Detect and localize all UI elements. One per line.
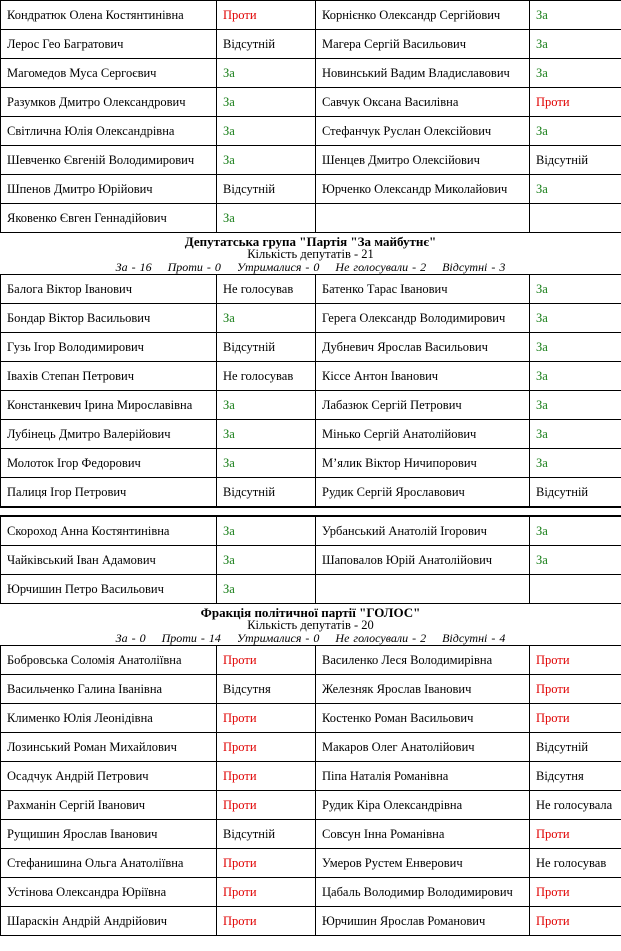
deputy-name-cell: Юрчишин Ярослав Романович (316, 907, 530, 936)
deputy-name-cell: Стефанишина Ольга Анатоліївна (1, 849, 217, 878)
vote-cell: За (217, 59, 316, 88)
table-row (1, 575, 621, 604)
table-row (1, 59, 621, 88)
table-row (1, 449, 621, 478)
vote-cell: За (217, 391, 316, 420)
vote-cell: Проти (217, 849, 316, 878)
deputy-name-cell: Савчук Оксана Василівна (316, 88, 530, 117)
deputy-name-cell: Кіссе Антон Іванович (316, 362, 530, 391)
vote-cell: Проти (217, 704, 316, 733)
vote-cell: За (530, 30, 621, 59)
deputy-name-cell: Світлична Юлія Олександрівна (1, 117, 217, 146)
vote-cell: Проти (530, 820, 621, 849)
votes-table-holos (0, 645, 621, 936)
table-row (1, 204, 621, 233)
deputy-name-cell: Лубінець Дмитро Валерійович (1, 420, 217, 449)
deputy-name-cell (316, 575, 530, 604)
table-row (1, 30, 621, 59)
vote-cell: За (530, 59, 621, 88)
vote-cell: Проти (530, 675, 621, 704)
deputy-name-cell: Бобровська Соломія Анатоліївна (1, 646, 217, 675)
vote-cell: Відсутній (530, 478, 621, 507)
section-title: Фракція політичної партії "ГОЛОС" (200, 605, 421, 620)
vote-cell: Не голосував (217, 275, 316, 304)
table-row (1, 275, 621, 304)
vote-cell: За (530, 391, 621, 420)
section-header-maibutne (0, 233, 621, 274)
vote-cell: За (217, 204, 316, 233)
table-row (1, 1, 621, 30)
table-row (1, 646, 621, 675)
table-row (1, 333, 621, 362)
deputy-name-cell: Герега Олександр Володимирович (316, 304, 530, 333)
vote-cell: Не голосував (217, 362, 316, 391)
vote-cell (530, 204, 621, 233)
deputy-name-cell: Батенко Тарас Іванович (316, 275, 530, 304)
deputy-name-cell: Мінько Сергій Анатолійович (316, 420, 530, 449)
vote-cell: Проти (530, 878, 621, 907)
table-body (1, 1, 621, 233)
vote-cell: Проти (530, 646, 621, 675)
vote-cell: За (217, 517, 316, 546)
table-row (1, 849, 621, 878)
deputy-name-cell: Корнієнко Олександр Сергійович (316, 1, 530, 30)
deputy-name-cell: Піпа Наталія Романівна (316, 762, 530, 791)
section-header-holos (0, 604, 621, 645)
vote-cell: Відсутній (217, 333, 316, 362)
vote-cell: Відсутній (217, 175, 316, 204)
deputy-name-cell: Костенко Роман Васильович (316, 704, 530, 733)
deputy-name-cell: Рущишин Ярослав Іванович (1, 820, 217, 849)
deputy-name-cell: Магера Сергій Васильович (316, 30, 530, 59)
vote-cell: Відсутня (217, 675, 316, 704)
deputy-name-cell: Совсун Інна Романівна (316, 820, 530, 849)
deputy-name-cell: Макаров Олег Анатолійович (316, 733, 530, 762)
deputy-name-cell: Шараскін Андрій Андрійович (1, 907, 217, 936)
deputy-name-cell: Дубневич Ярослав Васильович (316, 333, 530, 362)
table-row (1, 878, 621, 907)
deputy-name-cell: Івахів Степан Петрович (1, 362, 217, 391)
table-row (1, 762, 621, 791)
vote-cell: За (530, 517, 621, 546)
vote-cell: За (530, 117, 621, 146)
vote-cell: Відсутній (217, 30, 316, 59)
vote-cell: Проти (217, 907, 316, 936)
deputy-name-cell: Кондратюк Олена Костянтинівна (1, 1, 217, 30)
table-body (1, 517, 621, 604)
deputy-name-cell: Клименко Юлія Леонідівна (1, 704, 217, 733)
deputy-name-cell: Лозинський Роман Михайлович (1, 733, 217, 762)
table-row (1, 391, 621, 420)
deputy-name-cell: Шпенов Дмитро Юрійович (1, 175, 217, 204)
vote-cell: За (530, 1, 621, 30)
deputy-name-cell: Констанкевич Ірина Мирославівна (1, 391, 217, 420)
vote-cell: За (530, 449, 621, 478)
vote-cell (530, 575, 621, 604)
deputy-name-cell: Осадчук Андрій Петрович (1, 762, 217, 791)
deputy-name-cell: Молоток Ігор Федорович (1, 449, 217, 478)
deputy-name-cell: Гузь Ігор Володимирович (1, 333, 217, 362)
section-title: Депутатська група "Партія "За майбутнє" (184, 234, 437, 249)
deputy-name-cell: Разумков Дмитро Олександрович (1, 88, 217, 117)
vote-cell: Проти (217, 878, 316, 907)
vote-cell: Проти (530, 907, 621, 936)
deputy-name-cell: Скороход Анна Костянтинівна (1, 517, 217, 546)
deputy-name-cell (316, 204, 530, 233)
vote-cell: За (530, 275, 621, 304)
vote-cell: Проти (217, 791, 316, 820)
vote-cell: Проти (217, 1, 316, 30)
vote-cell: Відсутній (530, 733, 621, 762)
vote-cell: За (530, 175, 621, 204)
vote-cell: За (530, 420, 621, 449)
vote-cell: Проти (530, 704, 621, 733)
deputy-name-cell: Рудик Кіра Олександрівна (316, 791, 530, 820)
votes-table-maibutne-continued (0, 516, 621, 604)
vote-cell: За (217, 146, 316, 175)
deputy-name-cell: Юрчишин Петро Васильович (1, 575, 217, 604)
table-row (1, 907, 621, 936)
table-row (1, 117, 621, 146)
vote-cell: За (217, 117, 316, 146)
deputy-name-cell: Железняк Ярослав Іванович (316, 675, 530, 704)
deputy-name-cell: Васильченко Галина Іванівна (1, 675, 217, 704)
deputy-name-cell: Балога Віктор Іванович (1, 275, 217, 304)
vote-cell: Не голосувала (530, 791, 621, 820)
votes-table-maibutne (0, 274, 621, 507)
table-row (1, 146, 621, 175)
vote-cell: Проти (217, 646, 316, 675)
deputy-name-cell: Новинський Вадим Владиславович (316, 59, 530, 88)
vote-cell: За (530, 546, 621, 575)
deputy-name-cell: Яковенко Євген Геннадійович (1, 204, 217, 233)
vote-cell: Відсутній (530, 146, 621, 175)
deputies-count: Кількість депутатів - 21 (247, 247, 374, 261)
vote-cell: За (217, 449, 316, 478)
deputy-name-cell: Палиця Ігор Петрович (1, 478, 217, 507)
table-row (1, 733, 621, 762)
table-row (1, 362, 621, 391)
vote-cell: Відсутній (217, 478, 316, 507)
vote-cell: За (217, 420, 316, 449)
vote-cell: За (217, 575, 316, 604)
vote-cell: За (530, 333, 621, 362)
vote-cell: Проти (530, 88, 621, 117)
table-row (1, 820, 621, 849)
deputy-name-cell: Василенко Леся Володимирівна (316, 646, 530, 675)
table-body (1, 275, 621, 507)
page-break-divider (0, 507, 621, 516)
deputy-name-cell: Чайківський Іван Адамович (1, 546, 217, 575)
deputy-name-cell: Устінова Олександра Юріївна (1, 878, 217, 907)
deputy-name-cell: Цабаль Володимир Володимирович (316, 878, 530, 907)
deputy-name-cell: Рахманін Сергій Іванович (1, 791, 217, 820)
vote-cell: За (530, 304, 621, 333)
vote-cell: За (217, 88, 316, 117)
table-row (1, 546, 621, 575)
table-row (1, 517, 621, 546)
table-row (1, 88, 621, 117)
table-row (1, 304, 621, 333)
deputy-name-cell: Рудик Сергій Ярославович (316, 478, 530, 507)
deputy-name-cell: Шенцев Дмитро Олексійович (316, 146, 530, 175)
table-row (1, 675, 621, 704)
deputy-name-cell: Шаповалов Юрій Анатолійович (316, 546, 530, 575)
vote-cell: Проти (217, 762, 316, 791)
deputy-name-cell: Умеров Рустем Енверович (316, 849, 530, 878)
deputy-name-cell: М’ялик Віктор Ничипорович (316, 449, 530, 478)
vote-cell: Відсутній (217, 820, 316, 849)
vote-cell: Проти (217, 733, 316, 762)
table-row (1, 704, 621, 733)
votes-table-top (0, 0, 621, 233)
table-row (1, 478, 621, 507)
table-row (1, 175, 621, 204)
vote-cell: За (217, 546, 316, 575)
vote-cell: За (530, 362, 621, 391)
deputy-name-cell: Бондар Віктор Васильович (1, 304, 217, 333)
vote-cell: Не голосував (530, 849, 621, 878)
table-body (1, 646, 621, 936)
deputy-name-cell: Магомедов Муса Сергоєвич (1, 59, 217, 88)
deputy-name-cell: Урбанський Анатолій Ігорович (316, 517, 530, 546)
vote-stats: За - 0 Проти - 14 Утрималися - 0 Не голосували - 2 Відсутні - 4 (115, 631, 506, 645)
vote-stats: За - 16 Проти - 0 Утрималися - 0 Не голосували - 2 Відсутні - 3 (115, 260, 506, 274)
deputy-name-cell: Стефанчук Руслан Олексійович (316, 117, 530, 146)
vote-cell: За (217, 304, 316, 333)
deputy-name-cell: Юрченко Олександр Миколайович (316, 175, 530, 204)
deputy-name-cell: Лерос Гео Багратович (1, 30, 217, 59)
table-row (1, 791, 621, 820)
vote-cell: Відсутня (530, 762, 621, 791)
deputies-count: Кількість депутатів - 20 (247, 618, 374, 632)
deputy-name-cell: Шевченко Євгеній Володимирович (1, 146, 217, 175)
table-row (1, 420, 621, 449)
deputy-name-cell: Лабазюк Сергій Петрович (316, 391, 530, 420)
